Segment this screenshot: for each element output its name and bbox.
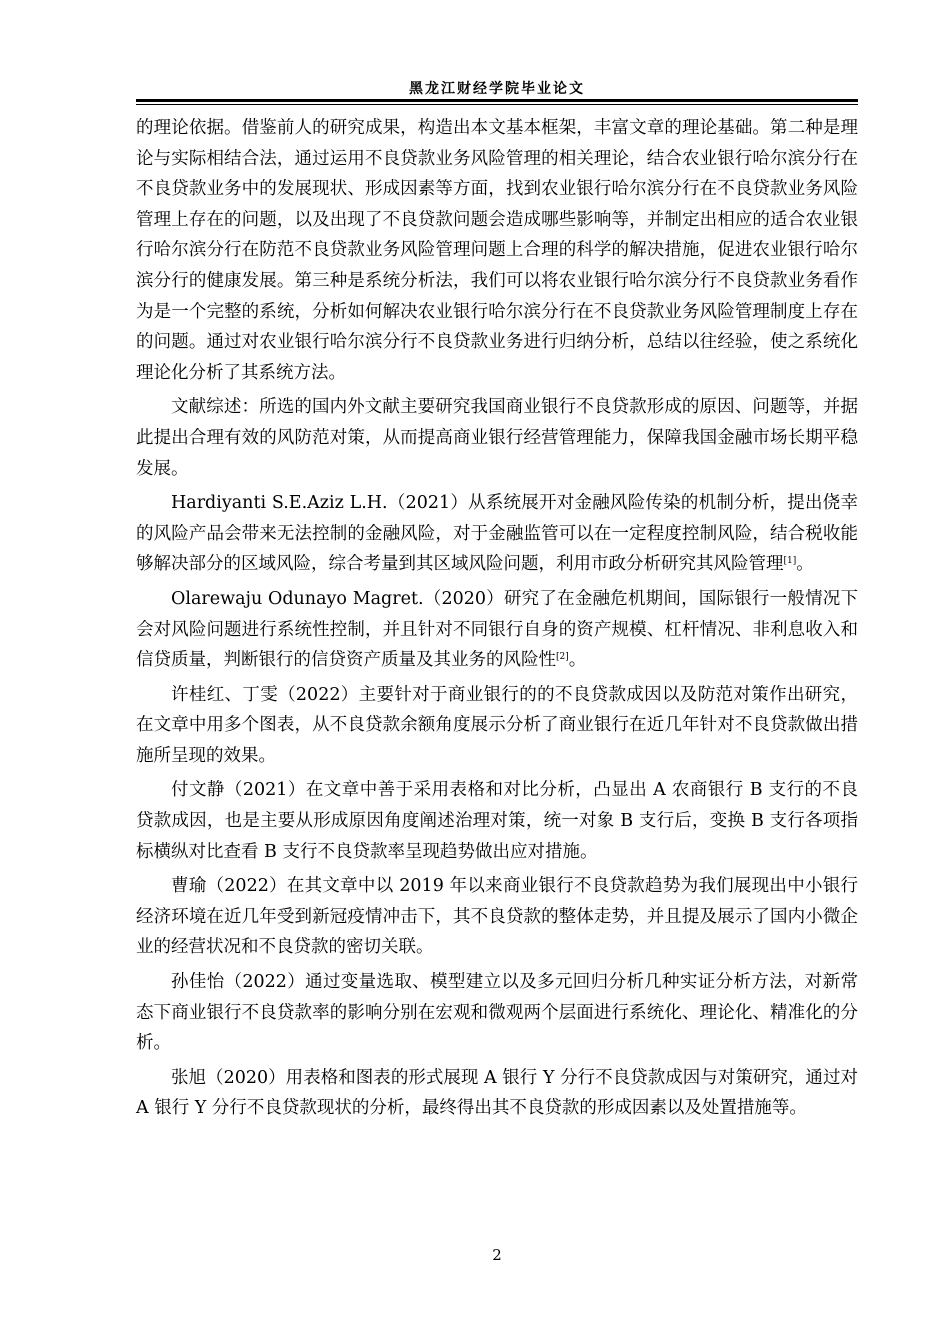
paragraph-sun: 孙佳怡（2022）通过变量选取、模型建立以及多元回归分析几种实证分析方法，对新常态下商业银行不良贷款率的影响分别在宏观和微观两个层面进行系统化、理论化、精准化的分析。 (136, 972, 858, 1054)
paragraph-hardiyanti (136, 488, 858, 580)
paragraph-tail: 。 (796, 554, 814, 575)
header-rule-thin (136, 104, 858, 105)
paragraph-tail: 。 (568, 650, 587, 671)
paragraph-text: Olarewaju Odunayo Magret.（2020）研究了在金融危机期间，国际银行一般情况下会对风险问题进行系统性控制，并且针对不同银行自身的资产规模、杠杆情况、非利息收入和信贷质量，判断银行的信贷资产质量及其业务的风险性 (136, 588, 858, 671)
running-header-title: 黑龙江财经学院毕业论文 (409, 81, 585, 97)
header-rule-thick (136, 99, 858, 102)
page-number: 2 (492, 1246, 502, 1264)
paragraph-text: Hardiyanti S.E.Aziz L.H.（2021）从系统展开对金融风险传染的机制分析，提出侥幸的风险产品会带来无法控制的金融风险，对于金融监管可以在一定程度控制风险，结合税收能够解决部分的区域风险，综合考量到其区域风险问题，利用市政分析研究其风险管理 (136, 493, 858, 575)
paragraph-xu-ding: 许桂红、丁雯（2022）主要针对于商业银行的的不良贷款成因以及防范对策作出研究，在文章中用多个图表，从不良贷款余额角度展示分析了商业银行在近几年针对不良贷款做出措施所呈现的效果。 (136, 684, 858, 766)
paragraph-literature-review: 文献综述：所选的国内外文献主要研究我国商业银行不良贷款形成的原因、问题等，并据此提出合理有效的风防范对策，从而提高商业银行经营管理能力，保障我国金融市场长期平稳发展。 (136, 397, 858, 479)
citation-ref: [2] (556, 652, 569, 663)
paragraph-cao: 曹瑜（2022）在其文章中以 2019 年以来商业银行不良贷款趋势为我们展现出中小银行经济环境在近几年受到新冠疫情冲击下，其不良贷款的整体走势，并且提及展示了国内小微企业的经营状况和不良贷款的密切关联。 (136, 876, 858, 958)
body-text (136, 113, 858, 1128)
citation-ref: [1] (783, 556, 797, 567)
paragraph-methods-continued: 的理论依据。借鉴前人的研究成果，构造出本文基本框架，丰富文章的理论基础。第二种是理论与实际相结合法，通过运用不良贷款业务风险管理的相关理论，结合农业银行哈尔滨分行在不良贷款业务中的发展现状、形成因素等方面，找到农业银行哈尔滨分行在不良贷款业务风险管理上存在的问题，以及出现了不良贷款问题会造成哪些影响等，并制定出相应的适合农业银行哈尔滨分行在防范不良贷款业务风险管理问题上合理的科学的解决措施，促进农业银行哈尔滨分行的健康发展。第三种是系统分析法，我们可以将农业银行哈尔滨分行不良贷款业务看作为是一个完整的系统，分析如何解决农业银行哈尔滨分行在不良贷款业务风险管理制度上存在的问题。通过对农业银行哈尔滨分行不良贷款业务进行归纳分析，总结以往经验，使之系统化理论化分析了其系统方法。 (136, 118, 858, 383)
paragraph-zhang: 张旭（2020）用表格和图表的形式展现 A 银行 Y 分行不良贷款成因与对策研究，通过对 A 银行 Y 分行不良贷款现状的分析，最终得出其不良贷款的形成因素以及处置措施等。 (136, 1067, 858, 1119)
paragraph-fu: 付文静（2021）在文章中善于采用表格和对比分析，凸显出 A 农商银行 B 支行的不良贷款成因，也是主要从形成原因角度阐述治理对策，统一对象 B 支行后，变换 B 支行各项指标横纵对比查看 B 支行不良贷款率呈现趋势做出应对措施。 (136, 780, 858, 862)
paragraph-olarewaju (136, 584, 858, 676)
